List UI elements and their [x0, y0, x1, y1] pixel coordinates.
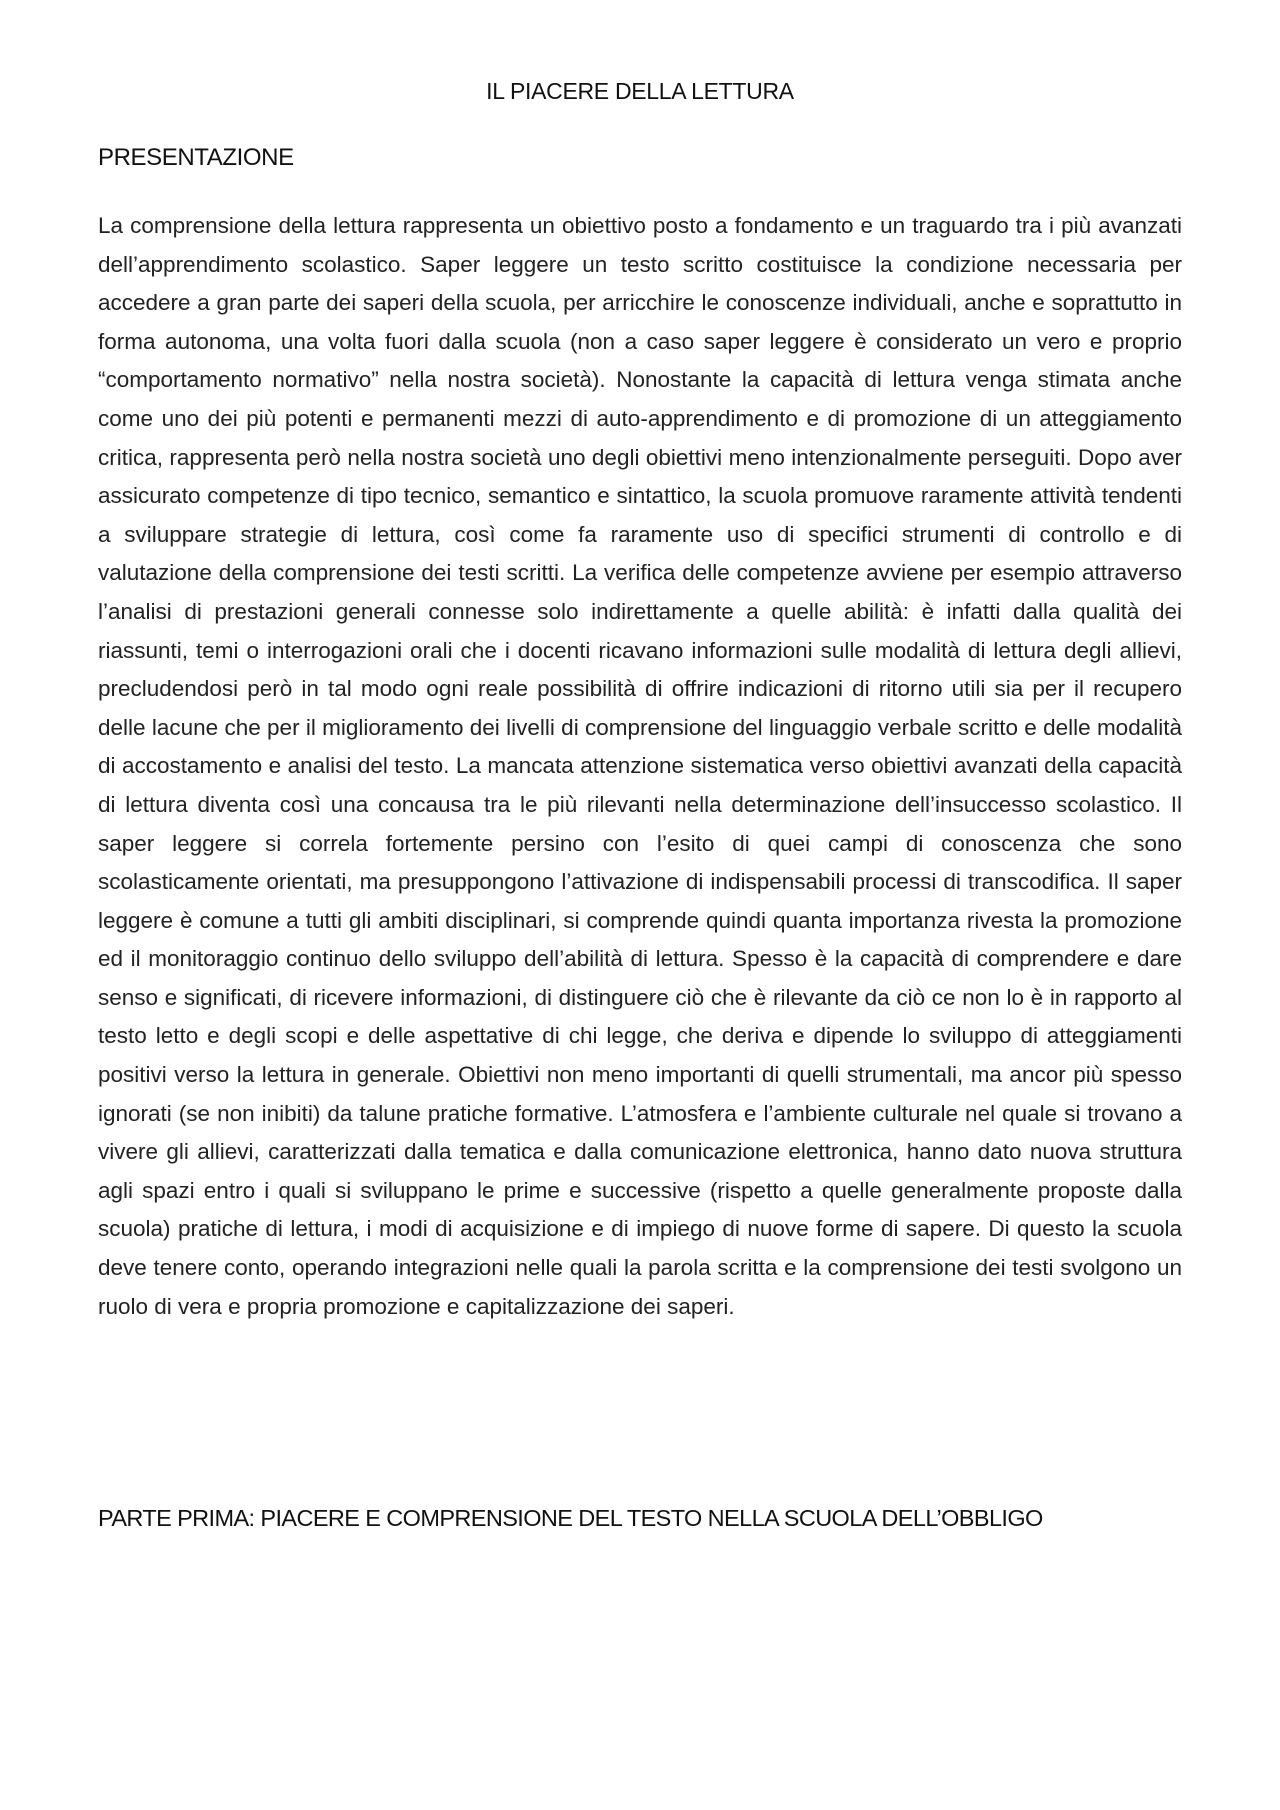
section-heading-presentazione: PRESENTAZIONE [98, 144, 294, 171]
document-title: IL PIACERE DELLA LETTURA [486, 78, 794, 104]
part-heading: PARTE PRIMA: PIACERE E COMPRENSIONE DEL TESTO NELLA SCUOLA DELL’OBBLIGO [98, 1505, 1043, 1531]
body-paragraph: La comprensione della lettura rappresenta un obiettivo posto a fondamento e un traguardo tra i più avanzati dell’apprendimento scolastico. Saper leggere un testo scritto costituisce la condizione necessaria per accedere a gran parte dei saperi della scuola, per arricchire le conoscenze individuali, anche e soprattutto in forma autonoma, una volta fuori dalla scuola (non a caso saper leggere è considerato un vero e proprio “comportamento normativo” nella nostra società). Nonostante la capacità di lettura venga stimata anche come uno dei più potenti e permanenti mezzi di auto-apprendimento e di promozione di un atteggiamento critica, rappresenta però nella nostra società uno degli obiettivi meno intenzionalmente perseguiti. Dopo aver assicurato competenze di tipo tecnico, semantico e sintattico, la scuola promuove raramente attività tendenti a sviluppare strategie di lettura, così come fa raramente uso di specifici strumenti di controllo e di valutazione della comprensione dei testi scritti. La verifica delle competenze avviene per esempio attraverso l’analisi di prestazioni generali connesse solo indirettamente a quelle abilità: è infatti dalla qualità dei riassunti, temi o interrogazioni orali che i docenti ricavano informazioni sulle modalità di lettura degli allievi, precludendosi però in tal modo ogni reale possibilità di offrire indicazioni di ritorno utili sia per il recupero delle lacune che per il miglioramento dei livelli di comprensione del linguaggio verbale scritto e delle modalità di accostamento e analisi del testo. La mancata attenzione sistematica verso obiettivi avanzati della capacità di lettura diventa così una concausa tra le più rilevanti nella determinazione dell’insuccesso scolastico. Il saper leggere si correla fortemente persino con l’esito di quei campi di conoscenza che sono scolasticamente orientati, ma presuppongono l’attivazione di indispensabili processi di transcodifica. Il saper leggere è comune a tutti gli ambiti disciplinari, si comprende quindi quanta importanza rivesta la promozione ed il monitoraggio continuo dello sviluppo dell’abilità di lettura. Spesso è la capacità di comprendere e dare senso e significati, di ricevere informazioni, di distinguere ciò che è rilevante da ciò ce non lo è in rapporto al testo letto e degli scopi e delle aspettative di chi legge, che deriva e dipende lo sviluppo di atteggiamenti positivi verso la lettura in generale. Obiettivi non meno importanti di quelli strumentali, ma ancor più spesso ignorati (se non inibiti) da talune pratiche formative. L’atmosfera e l’ambiente culturale nel quale si trovano a vivere gli allievi, caratterizzati dalla tematica e dalla comunicazione elettronica, hanno dato nuova struttura agli spazi entro i quali si sviluppano le prime e successive (rispetto a quelle generalmente proposte dalla scuola) pratiche di lettura, i modi di acquisizione e di impiego di nuove forme di sapere. Di questo la scuola deve tenere conto, operando integrazioni nelle quali la parola scritta e la comprensione dei testi svolgono un ruolo di vera e propria promozione e capitalizzazione dei saperi. [98, 213, 1182, 1319]
